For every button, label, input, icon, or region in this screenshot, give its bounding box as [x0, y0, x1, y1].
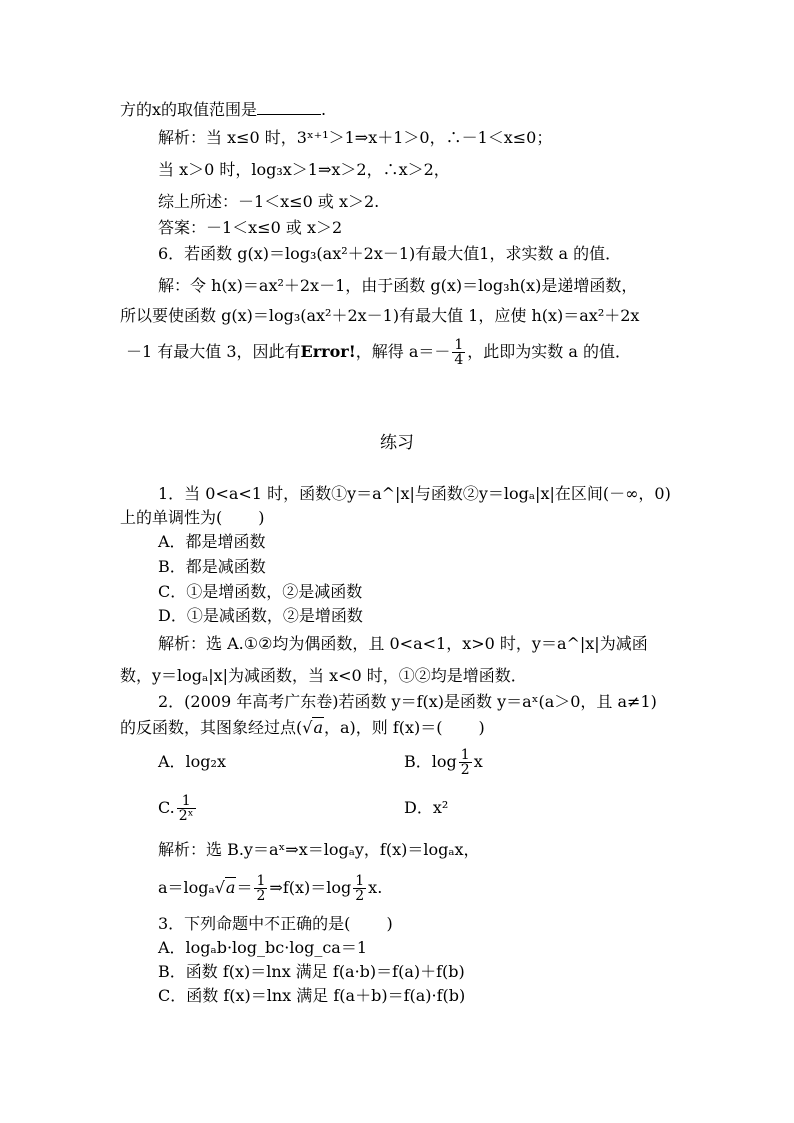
option-d: D．x² — [404, 798, 449, 817]
question-1: 1．当 0<a<1 时，函数①y＝a^|x|与函数②y＝logₐ|x|在区间(－∞，0) — [158, 484, 671, 503]
question-6: 6．若函数 g(x)＝log₃(ax²＋2x－1)有最大值1，求实数 a 的值． — [158, 244, 622, 263]
solution-line: a＝logₐ√a＝ $\frac{1}{2}$ ⇒f(x)＝log $\frac{1}{2}$ x. — [158, 868, 382, 908]
fraction: $\frac{1}{4}$ — [454, 337, 464, 368]
fraction: $\frac{1}{2}$ — [256, 873, 266, 904]
option-c: C．函数 f(x)＝lnx 满足 f(a＋b)＝f(a)·f(b) — [158, 986, 466, 1005]
continued-question-line: 方的x的取值范围是 . — [120, 100, 327, 119]
option-c: C. $\frac{1}{\text{2ˣ}}$ — [158, 793, 194, 824]
fraction: $\frac{1}{2}$ — [355, 873, 365, 904]
option-a: A．logₐb·log_bc·log_ca＝1 — [158, 938, 368, 957]
solution-line: 解析：选 B.y＝aˣ⇒x＝logₐy，f(x)＝logₐx， — [158, 840, 480, 859]
option-b: B．函数 f(x)＝lnx 满足 f(a·b)＝f(a)＋f(b) — [158, 962, 465, 981]
solution-line: 当 x＞0 时，log₃x＞1⇒x＞2，∴x＞2， — [158, 160, 450, 179]
question-3: 3．下列命题中不正确的是( ) — [158, 914, 393, 933]
fraction: $\frac{1}{\text{2ˣ}}$ — [178, 793, 194, 824]
solution-line: 所以要使函数 g(x)＝log₃(ax²＋2x－1)有最大值 1，应使 h(x)＝ax²＋2x — [120, 306, 640, 325]
option-a: A．都是增函数 — [158, 532, 266, 551]
question-2: 2．(2009 年高考广东卷)若函数 y＝f(x)是函数 y＝aˣ(a＞0，且 a≠1) — [158, 692, 657, 711]
solution-line: 数，y＝logₐ|x|为减函数，当 x<0 时，①②均是增函数． — [120, 666, 527, 685]
option-c: C．①是增函数，②是减函数 — [158, 582, 363, 601]
section-heading: 练习 — [380, 433, 414, 453]
solution-line: 解：令 h(x)＝ax²＋2x－1，由于函数 g(x)＝log₃h(x)是递增函数， — [158, 276, 638, 295]
option-b: B．log $\frac{1}{2}$ x — [404, 747, 483, 778]
solution-line: －1 有最大值 3，因此有Error!，解得 a＝－ $\frac{1}{4}$ ，此即为实数 a 的值． — [126, 337, 632, 368]
solution-line: 解析：选 A.①②均为偶函数，且 0<a<1，x>0 时，y＝a^|x|为减函 — [158, 634, 648, 653]
option-d: D．①是减函数，②是增函数 — [158, 606, 363, 625]
question-2-cont: 的反函数，其图象经过点(√a，a)，则 f(x)＝( ) — [120, 718, 485, 737]
solution-line: 解析：当 x≤0 时，3ˣ⁺¹＞1⇒x＋1＞0，∴－1＜x≤0； — [158, 128, 553, 147]
sqrt-symbol: √a — [302, 718, 323, 737]
solution-line: 综上所述：－1＜x≤0 或 x＞2. — [158, 192, 380, 211]
option-a: A．log₂x — [158, 752, 226, 771]
option-b: B．都是减函数 — [158, 557, 266, 576]
fraction: $\frac{1}{2}$ — [460, 747, 470, 778]
answer-line: 答案：－1＜x≤0 或 x＞2 — [158, 218, 343, 237]
error-text: Error! — [300, 342, 356, 361]
sqrt-symbol: √a — [214, 878, 236, 897]
answer-blank — [257, 100, 321, 115]
question-1-cont: 上的单调性为( ) — [120, 508, 265, 527]
